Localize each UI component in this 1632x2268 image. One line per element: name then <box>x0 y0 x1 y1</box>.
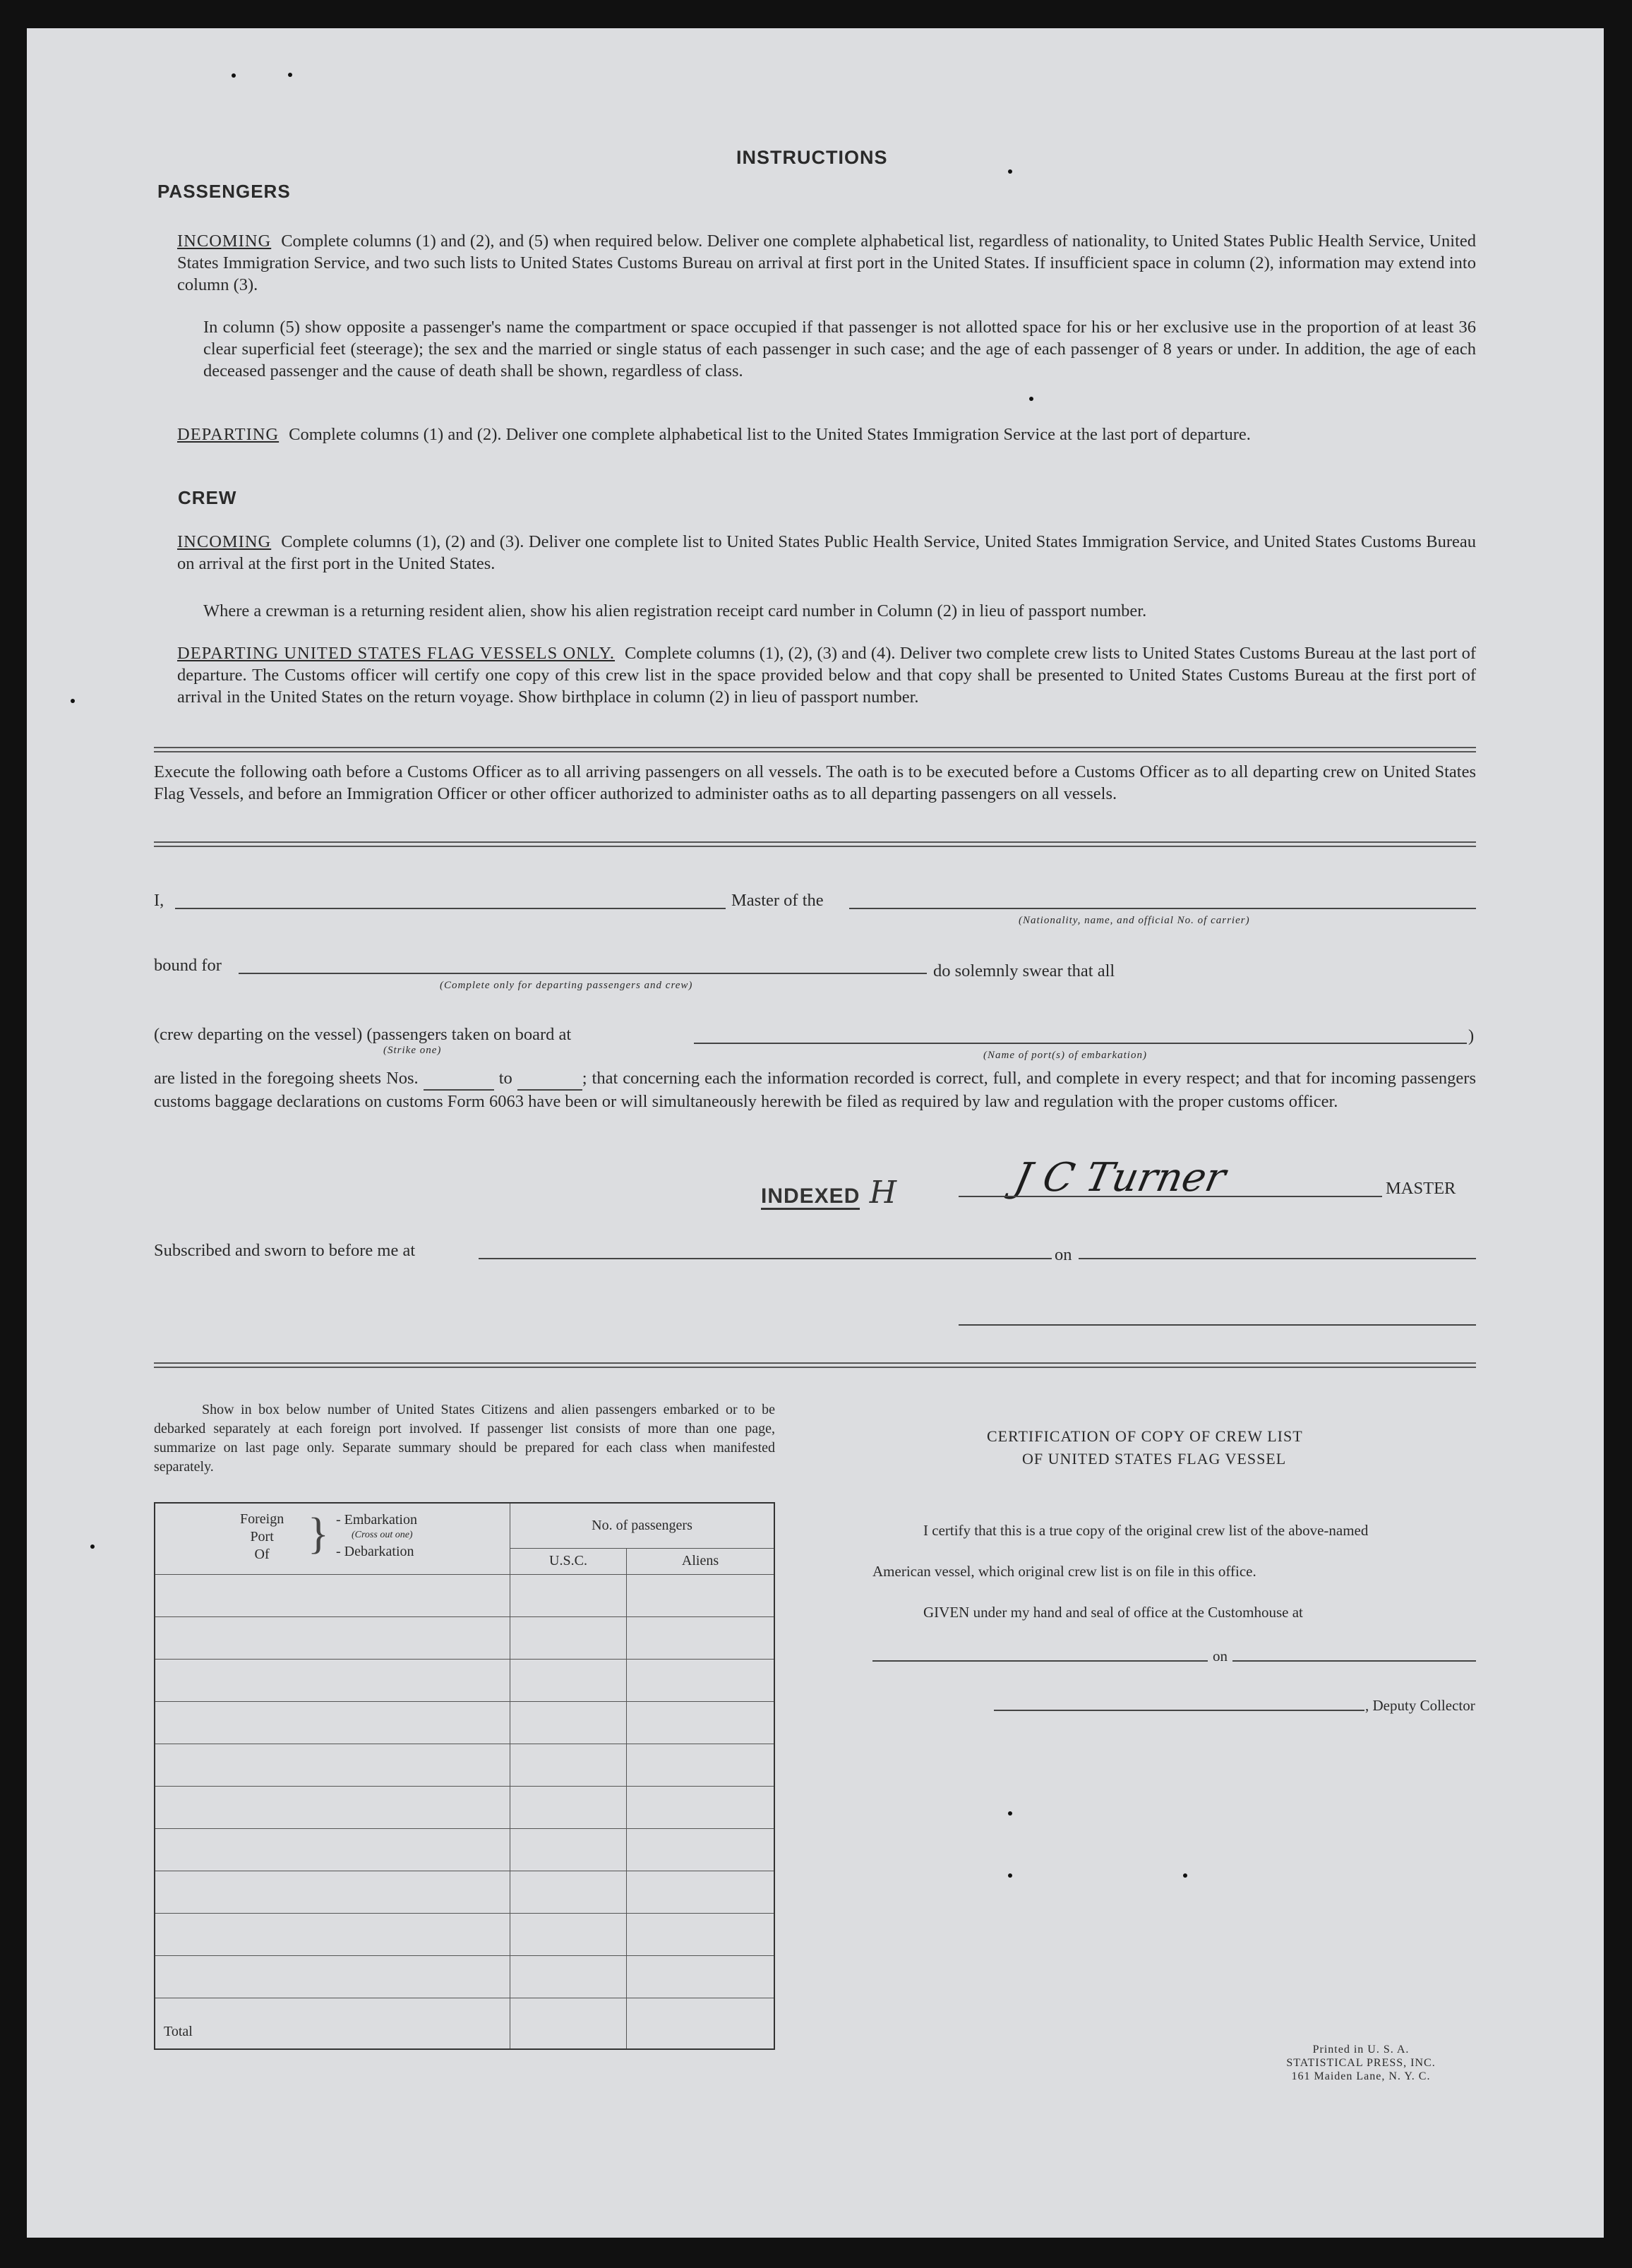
printer-line2: STATISTICAL PRESS, INC. <box>1286 2057 1436 2069</box>
table-row <box>155 1575 774 1617</box>
officer-signature-field[interactable] <box>959 1324 1476 1326</box>
aliens-cell[interactable] <box>627 1871 775 1914</box>
sworn-on-label: on <box>1055 1245 1072 1264</box>
strike-caption: (Strike one) <box>383 1045 442 1056</box>
summary-instructions: Show in box below number of United States Citizens and alien passengers embarked or to be debarked separately at each foreign port involved. If passenger list consists of more than one page, summarize on last page only. Separate summary should be prepared for each class when manifested separately. <box>154 1402 775 1475</box>
port-cell[interactable] <box>155 1956 510 1998</box>
of-word: Of <box>254 1547 270 1562</box>
debarkation-option[interactable]: - Debarkation <box>336 1544 414 1559</box>
crew-departing-option: (crew departing on the vessel) (passengers taken on board at <box>154 1025 572 1044</box>
master-of-label: Master of the <box>731 891 824 910</box>
sworn-place-field[interactable] <box>479 1258 1052 1259</box>
usc-cell[interactable] <box>510 1787 627 1829</box>
scan-speck <box>1029 397 1033 401</box>
indexed-stamp: INDEXED H <box>761 1175 898 1211</box>
sheets-pre: are listed in the foregoing sheets Nos. <box>154 1069 419 1088</box>
usc-cell[interactable] <box>510 1871 627 1914</box>
oath-instructions: Execute the following oath before a Customs Officer as to all arriving passengers on all vessels. The oath is to be executed before a Customs Officer as to all departing crew on United States Flag Vessels, and before an Immigration Officer or other officer authorized to administer oaths as to all departing passengers on all vessels. <box>154 762 1476 803</box>
aliens-cell[interactable] <box>627 1956 775 1998</box>
carrier-caption: (Nationality, name, and official No. of carrier) <box>1019 915 1250 926</box>
table-row <box>155 1617 774 1660</box>
passengers-departing-label: DEPARTING <box>177 425 280 444</box>
oath-i-label: I, <box>154 891 164 910</box>
certification-heading-line2: OF UNITED STATES FLAG VESSEL <box>1022 1450 1287 1468</box>
passengers-departing-text: Complete columns (1) and (2). Deliver one complete alphabetical list to the United States Immigration Service at the last port of departure. <box>289 425 1251 444</box>
crew-departing-paragraph <box>177 642 1476 708</box>
port-cell[interactable] <box>155 1744 510 1787</box>
usc-cell[interactable] <box>510 1744 627 1787</box>
usc-cell[interactable] <box>510 1702 627 1744</box>
table-row <box>155 1914 774 1956</box>
passengers-incoming-text: Complete columns (1) and (2), and (5) when required below. Deliver one complete alphabetical list, regardless of nationality, to United States Public Health Service, United States Immigration Service, and two such lists to United States Customs Bureau on arrival at first port in the United States. If insufficient space in column (2), information may extend into column (3). <box>177 232 1476 294</box>
foreign-word: Foreign <box>240 1511 284 1527</box>
indexed-initial: H <box>869 1175 898 1211</box>
crew-incoming-label: INCOMING <box>177 532 272 551</box>
printer-line3: 161 Maiden Lane, N. Y. C. <box>1291 2070 1431 2082</box>
scan-speck <box>90 1544 95 1549</box>
printer-imprint <box>1255 2043 1467 2083</box>
sheets-paragraph <box>154 1067 1476 1112</box>
bound-for-field[interactable] <box>239 973 927 974</box>
master-name-field[interactable] <box>175 908 726 909</box>
table-row <box>155 1744 774 1787</box>
sheets-to: to <box>498 1069 512 1088</box>
usc-header: U.S.C. <box>510 1548 627 1574</box>
printer-line1: Printed in U. S. A. <box>1312 2044 1410 2056</box>
total-label: Total <box>155 1998 510 2050</box>
usc-cell[interactable] <box>510 1914 627 1956</box>
bound-for-label: bound for <box>154 956 222 975</box>
usc-cell[interactable] <box>510 1575 627 1617</box>
subscribed-label: Subscribed and sworn to before me at <box>154 1241 416 1260</box>
certification-date-field[interactable] <box>1232 1660 1476 1662</box>
crew-incoming-paragraph <box>177 531 1476 575</box>
port-cell[interactable] <box>155 1871 510 1914</box>
certification-heading-line1: CERTIFICATION OF COPY OF CREW LIST <box>987 1427 1303 1445</box>
port-caption: (Name of port(s) of embarkation) <box>983 1050 1147 1061</box>
port-cell[interactable] <box>155 1575 510 1617</box>
crew-incoming-text: Complete columns (1), (2) and (3). Deliver one complete list to United States Public Health Service, United States Immigration Service, and United States Customs Bureau on arrival at the first port in the United States. <box>177 532 1476 573</box>
table-row <box>155 1702 774 1744</box>
table-row <box>155 1829 774 1871</box>
brace-glyph: } <box>308 1510 329 1558</box>
crew-departing-label: DEPARTING UNITED STATES FLAG VESSELS ONLY. <box>177 644 616 663</box>
scan-speck <box>1008 169 1012 174</box>
aliens-cell[interactable] <box>627 1702 775 1744</box>
aliens-cell[interactable] <box>627 1787 775 1829</box>
aliens-header: Aliens <box>627 1548 775 1574</box>
master-signature: J C Turner <box>1010 1155 1230 1201</box>
embarkation-option[interactable]: - Embarkation <box>336 1512 417 1528</box>
column5-paragraph: In column (5) show opposite a passenger's name the compartment or space occupied if that passenger is not allotted space for his or her exclusive use in the proportion of at least 36 clear superficial feet (steerage); the sex and the married or single status of each passenger in such case; and the age of each passenger of 8 years or under. In addition, the age of each deceased passenger and the cause of death shall be shown, regardless of class. <box>203 318 1476 380</box>
sworn-date-field[interactable] <box>1079 1258 1476 1259</box>
usc-total-cell[interactable] <box>510 1998 627 2050</box>
double-rule-middle <box>154 841 1476 847</box>
aliens-cell[interactable] <box>627 1617 775 1660</box>
port-cell[interactable] <box>155 1702 510 1744</box>
table-row <box>155 1871 774 1914</box>
usc-cell[interactable] <box>510 1660 627 1702</box>
crew-resident-paragraph: Where a crewman is a returning resident alien, show his alien registration receipt card number in Column (2) in lieu of passport number. <box>203 601 1147 620</box>
aliens-cell[interactable] <box>627 1914 775 1956</box>
sheets-post: ; that concerning each the information recorded is correct, full, and complete in every respect; and that for incoming passengers customs baggage declarations on customs Form 6063 have been or will simultaneously herewith be filed as required by law and regulation with the proper customs officer. <box>154 1069 1477 1111</box>
close-paren: ) <box>1468 1026 1475 1045</box>
deputy-collector-label: , Deputy Collector <box>1365 1697 1475 1714</box>
crew-heading: CREW <box>178 487 237 508</box>
double-rule-top <box>154 747 1476 752</box>
port-word: Port <box>250 1529 274 1544</box>
page-title: INSTRUCTIONS <box>736 147 888 168</box>
form-page <box>27 28 1604 2238</box>
deputy-signature-field[interactable] <box>994 1710 1364 1711</box>
no-of-passengers-header: No. of passengers <box>510 1503 775 1548</box>
passengers-incoming-label: INCOMING <box>177 232 272 251</box>
certify-line2: American vessel, which original crew list is on file in this office. <box>872 1563 1256 1580</box>
table-row <box>155 1660 774 1702</box>
scan-speck <box>232 73 236 78</box>
passengers-incoming-paragraph <box>177 230 1476 296</box>
foreign-port-header <box>155 1503 510 1575</box>
aliens-cell[interactable] <box>627 1829 775 1871</box>
usc-cell[interactable] <box>510 1617 627 1660</box>
master-label: MASTER <box>1386 1179 1456 1198</box>
scan-speck <box>1183 1873 1187 1878</box>
certify-line1: I certify that this is a true copy of the original crew list of the above-named <box>923 1522 1369 1539</box>
swear-label: do solemnly swear that all <box>933 961 1115 980</box>
bound-for-caption: (Complete only for departing passengers and crew) <box>440 980 693 991</box>
crew-departing-text: Complete columns (1), (2), (3) and (4). Deliver two complete crew lists to United States Customs Bureau at the last port of departure. The Customs officer will certify one copy of this crew list in the space provided below and that copy shall be presented to United States Customs Bureau at the first port of arrival in the United States on the return voyage. Show birthplace in column (2) in lieu of passport number. <box>177 644 1476 707</box>
aliens-cell[interactable] <box>627 1660 775 1702</box>
port-cell[interactable] <box>155 1914 510 1956</box>
total-row <box>155 1998 774 2050</box>
scan-speck <box>1008 1811 1012 1816</box>
scan-speck <box>1008 1873 1012 1878</box>
usc-cell[interactable] <box>510 1829 627 1871</box>
port-cell[interactable] <box>155 1660 510 1702</box>
table-row <box>155 1956 774 1998</box>
port-cell[interactable] <box>155 1787 510 1829</box>
table-row <box>155 1787 774 1829</box>
scan-speck <box>288 73 292 77</box>
passengers-departing-paragraph <box>177 424 1476 445</box>
signature-line[interactable] <box>959 1196 1382 1197</box>
certification-on-label: on <box>1213 1648 1228 1664</box>
passengers-heading: PASSENGERS <box>157 181 291 202</box>
aliens-cell[interactable] <box>627 1744 775 1787</box>
sheets-to-field[interactable] <box>517 1067 582 1091</box>
passenger-summary-table <box>154 1502 775 2050</box>
carrier-field[interactable] <box>849 908 1476 909</box>
aliens-total-cell[interactable] <box>627 1998 775 2050</box>
double-rule-bottom <box>154 1362 1476 1368</box>
port-cell[interactable] <box>155 1617 510 1660</box>
aliens-cell[interactable] <box>627 1575 775 1617</box>
given-text: GIVEN under my hand and seal of office at the Customhouse at <box>923 1604 1303 1621</box>
sheets-from-field[interactable] <box>424 1067 494 1091</box>
cross-out-caption: (Cross out one) <box>352 1530 413 1540</box>
scan-speck <box>71 699 75 703</box>
embarkation-port-field[interactable] <box>694 1043 1467 1044</box>
customhouse-field[interactable] <box>872 1660 1208 1662</box>
port-cell[interactable] <box>155 1829 510 1871</box>
usc-cell[interactable] <box>510 1956 627 1998</box>
